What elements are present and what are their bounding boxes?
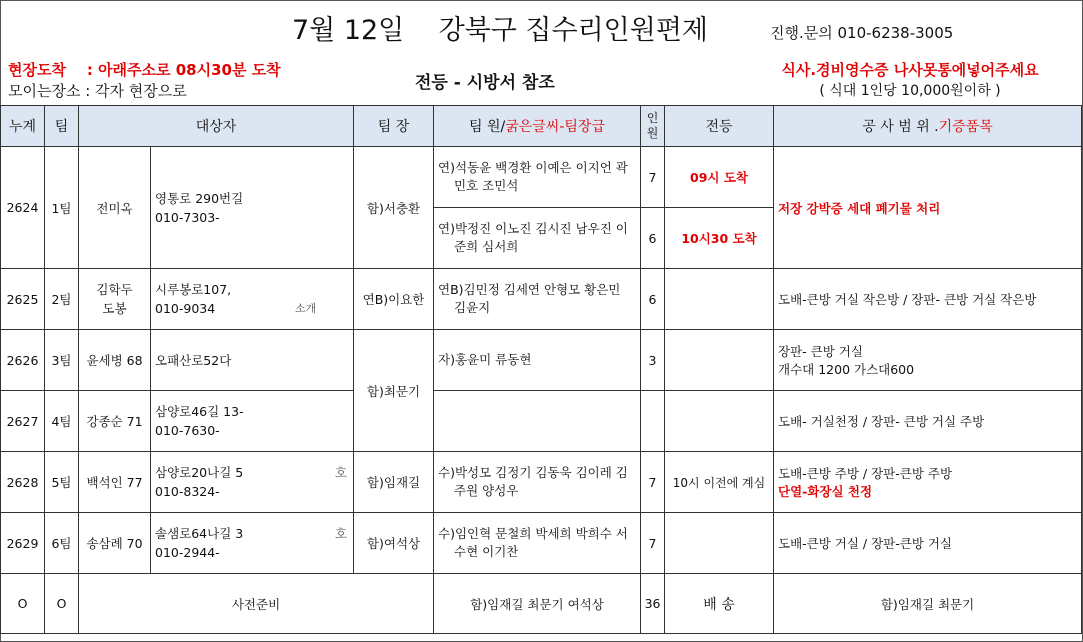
leader-cell: 함)임재길 bbox=[354, 452, 434, 513]
leader-cell: 함)서충환 bbox=[354, 147, 434, 269]
team-cell: 6팀 bbox=[45, 513, 79, 574]
members-cell: 수)임인혁 문철희 박세희 박희수 서수현 이기찬 bbox=[434, 513, 641, 574]
address-cell: 영통로 290번길 010-7303- bbox=[151, 147, 354, 269]
col-leader: 팀 장 bbox=[354, 106, 434, 147]
header-row bbox=[1, 106, 1082, 147]
col-target: 대상자 bbox=[79, 106, 354, 147]
team-cell: 4팀 bbox=[45, 391, 79, 452]
total-count: 36 bbox=[641, 574, 665, 634]
scope-cell: 도배- 거실천정 / 장판- 큰방 거실 주방 bbox=[774, 391, 1082, 452]
col-team: 팀 bbox=[45, 106, 79, 147]
count-cell: 7 bbox=[641, 147, 665, 208]
team-cell: 3팀 bbox=[45, 330, 79, 391]
table-row bbox=[1, 269, 1082, 330]
count-cell: 7 bbox=[641, 452, 665, 513]
members-cell: 수)박성모 김정기 김동욱 김이레 김주원 양성우 bbox=[434, 452, 641, 513]
table-row bbox=[1, 452, 1082, 513]
scope-cell: 장판- 큰방 거실 개수대 1200 가스대600 bbox=[774, 330, 1082, 391]
address-cell: 솔샘로64나길 3 010-2944- 호 bbox=[151, 513, 354, 574]
leader-cell: 연B)이요한 bbox=[354, 269, 434, 330]
members-cell: 연B)김민정 김세연 안형모 황은민 김윤지 bbox=[434, 269, 641, 330]
address-cell: 오패산로52다 bbox=[151, 330, 354, 391]
leader-cell: 함)여석상 bbox=[354, 513, 434, 574]
table-row bbox=[1, 330, 1082, 391]
page-title: 7월 12일 강북구 집수리인원편제 bbox=[291, 15, 708, 46]
members-cell: 연)박정진 이노진 김시진 남우진 이준희 심서희 bbox=[434, 208, 641, 269]
light-cell bbox=[665, 513, 774, 574]
table-row bbox=[1, 391, 1082, 452]
members-cell bbox=[434, 391, 641, 452]
cum-cell: 2628 bbox=[1, 452, 45, 513]
name-cell: 송삼례 70 bbox=[79, 513, 151, 574]
col-count: 인원 bbox=[641, 106, 665, 147]
name-cell: 백석인 77 bbox=[79, 452, 151, 513]
cum-cell: 2627 bbox=[1, 391, 45, 452]
footer-team: O bbox=[45, 574, 79, 634]
cum-cell: 2626 bbox=[1, 330, 45, 391]
count-cell: 6 bbox=[641, 269, 665, 330]
footer-row bbox=[1, 574, 1082, 634]
assignment-table bbox=[0, 105, 1082, 634]
address-cell: 삼양로20나길 5 010-8324- 호 bbox=[151, 452, 354, 513]
col-scope: 공 사 범 위 .기증품목 bbox=[774, 106, 1082, 147]
light-cell: 10시30 도착 bbox=[665, 208, 774, 269]
meal-limit: ( 식대 1인당 10,000원이하 ) bbox=[819, 83, 1001, 99]
light-cell: 10시 이전에 계심 bbox=[665, 452, 774, 513]
address-cell: 삼양로46길 13- 010-7630- bbox=[151, 391, 354, 452]
members-cell: 자)홍윤미 류동현 bbox=[434, 330, 641, 391]
cum-cell: 2625 bbox=[1, 269, 45, 330]
scope-cell: 도배-큰방 거실 / 장판-큰방 거실 bbox=[774, 513, 1082, 574]
cum-cell: 2624 bbox=[1, 147, 45, 269]
prep-leaders: 함)임재길 최문기 여석상 bbox=[434, 574, 641, 634]
light-cell bbox=[665, 391, 774, 452]
subtitle: 전등 - 시방서 참조 bbox=[415, 73, 555, 93]
contact-info: 진행.문의 010-6238-3005 bbox=[770, 24, 954, 42]
delivery-label: 배 송 bbox=[665, 574, 774, 634]
members-cell: 연)석동윤 백경환 이예은 이지언 곽민호 조민석 bbox=[434, 147, 641, 208]
count-cell bbox=[641, 391, 665, 452]
name-cell: 전미옥 bbox=[79, 147, 151, 269]
scope-cell: 도배-큰방 거실 작은방 / 장판- 큰방 거실 작은방 bbox=[774, 269, 1082, 330]
col-light: 전등 bbox=[665, 106, 774, 147]
col-cum: 누계 bbox=[1, 106, 45, 147]
meal-note: 식사.경비영수증 나사못통에넣어주세요 bbox=[781, 61, 1039, 79]
team-cell: 1팀 bbox=[45, 147, 79, 269]
leader-cell: 함)최문기 bbox=[354, 330, 434, 452]
prep-cell: 사전준비 bbox=[79, 574, 434, 634]
table-row bbox=[1, 513, 1082, 574]
team-cell: 5팀 bbox=[45, 452, 79, 513]
scope-cell: 도배-큰방 주방 / 장판-큰방 주방 단열-화장실 천정 bbox=[774, 452, 1082, 513]
name-cell: 윤세병 68 bbox=[79, 330, 151, 391]
count-cell: 7 bbox=[641, 513, 665, 574]
delivery-by: 함)임재길 최문기 bbox=[774, 574, 1082, 634]
light-cell bbox=[665, 269, 774, 330]
count-cell: 6 bbox=[641, 208, 665, 269]
count-cell: 3 bbox=[641, 330, 665, 391]
name-cell: 김학두 도봉 bbox=[79, 269, 151, 330]
name-cell: 강종순 71 bbox=[79, 391, 151, 452]
col-members: 팀 원/굵은글씨-팀장급 bbox=[434, 106, 641, 147]
footer-cum: O bbox=[1, 574, 45, 634]
arrival-notice: 현장도착 : 아래주소로 08시30분 도착 bbox=[8, 61, 281, 79]
meeting-place: 모이는장소 : 각자 현장으로 bbox=[8, 82, 187, 100]
scope-cell: 저장 강박증 세대 폐기물 처리 bbox=[774, 147, 1082, 269]
light-cell: 09시 도착 bbox=[665, 147, 774, 208]
team-cell: 2팀 bbox=[45, 269, 79, 330]
table-row bbox=[1, 147, 1082, 208]
address-cell: 시루봉로107, 010-9034 소개 bbox=[151, 269, 354, 330]
cum-cell: 2629 bbox=[1, 513, 45, 574]
light-cell bbox=[665, 330, 774, 391]
